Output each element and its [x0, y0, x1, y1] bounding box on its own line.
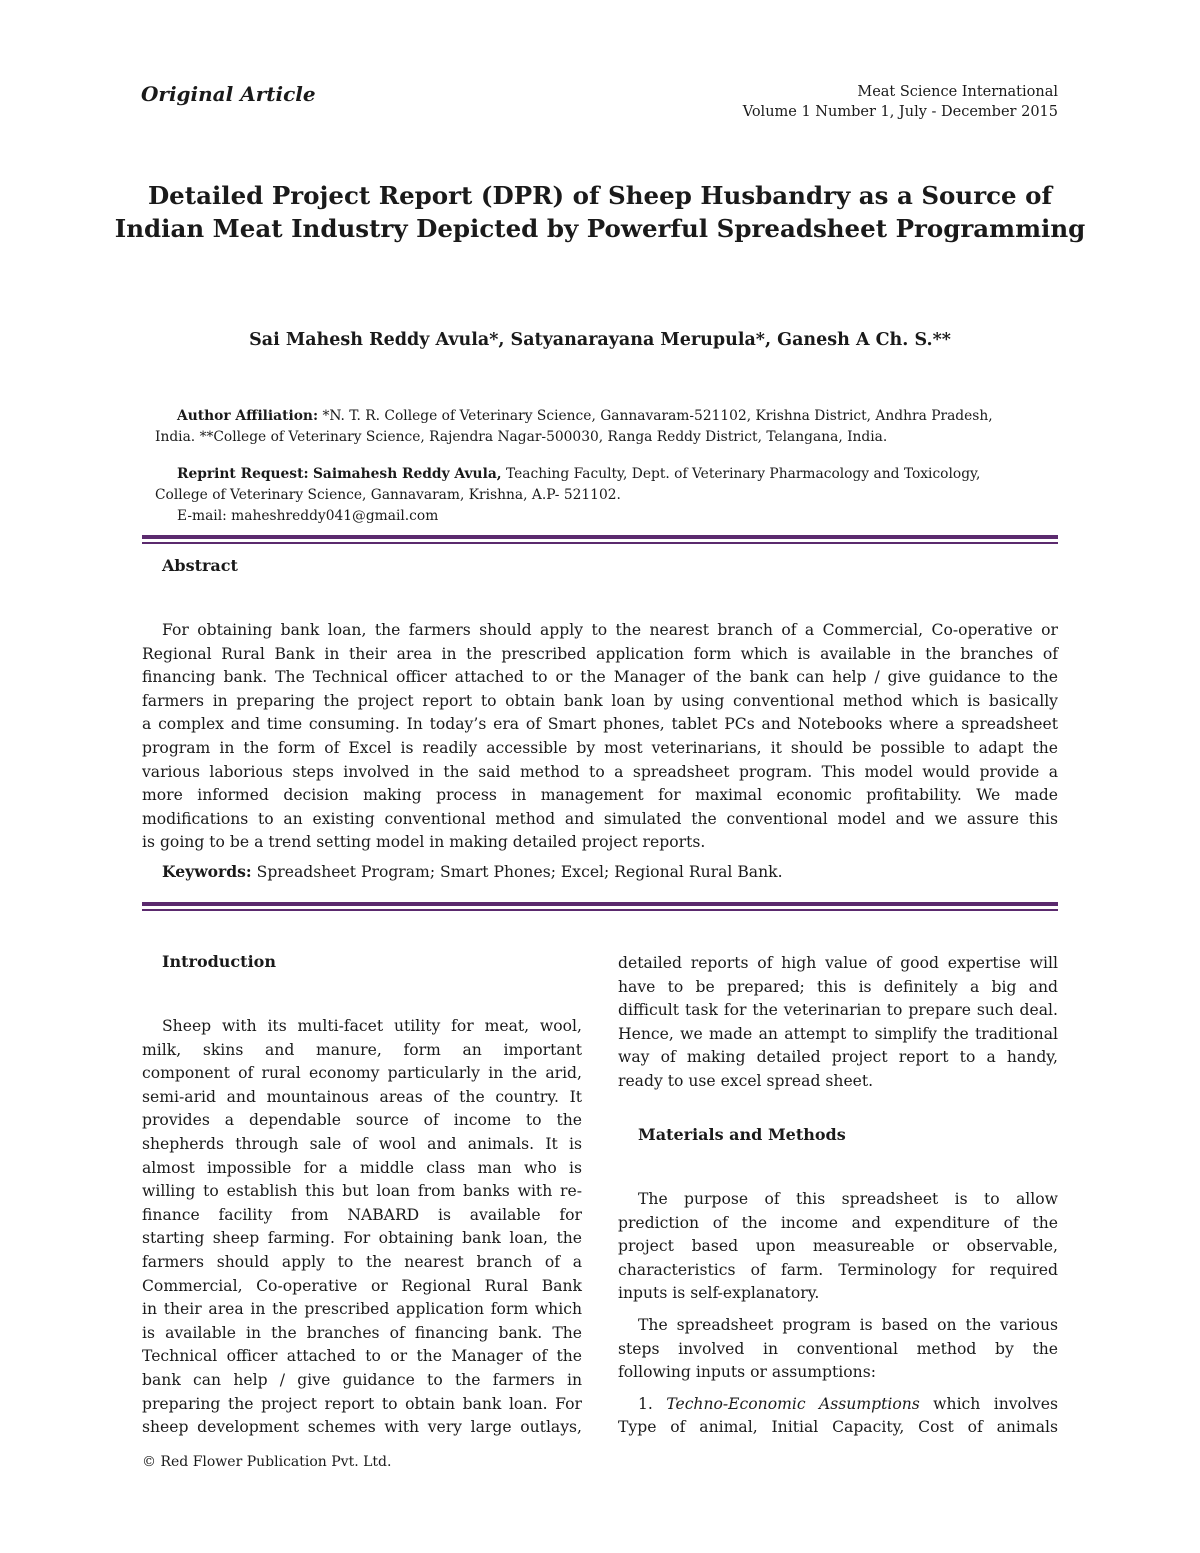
introduction-continued — [618, 952, 1058, 1094]
keywords-label: Keywords: — [162, 862, 252, 881]
reprint-line: College of Veterinary Science, Gannavaram, Krishna, A.P- 521102. — [155, 487, 621, 503]
body-line: shepherds through sale of wool and animals. It is — [142, 1134, 582, 1153]
body-line: component of rural economy particularly in the arid, — [142, 1064, 582, 1083]
abstract-line: various laborious steps involved in the said method to a spreadsheet program. This model would provide a — [142, 762, 1058, 781]
section-divider — [142, 535, 1058, 544]
body-line: sheep development schemes with very large outlays, — [142, 1418, 582, 1437]
title-line: Detailed Project Report (DPR) of Sheep Husbandry as a Source of — [147, 181, 1053, 210]
affiliation-label: Author Affiliation: — [177, 408, 319, 424]
journal-name: Meat Science International — [857, 84, 1058, 100]
body-line: semi-arid and mountainous areas of the country. It — [142, 1087, 582, 1106]
author-affiliation — [155, 406, 1060, 448]
journal-volume: Volume 1 Number 1, July - December 2015 — [742, 104, 1058, 120]
abstract-line: modifications to an existing conventional method and simulated the conventional model and we assure this — [142, 809, 1058, 828]
body-line: farmers should apply to the nearest branch of a — [142, 1252, 582, 1271]
reprint-email: E-mail: maheshreddy041@gmail.com — [177, 508, 439, 524]
body-line: Commercial, Co-operative or Regional Rural Bank — [142, 1276, 582, 1295]
body-line: bank can help / give guidance to the farmers in — [142, 1370, 582, 1389]
body-line: starting sheep farming. For obtaining bank loan, the — [142, 1229, 582, 1248]
abstract-line: program in the form of Excel is readily accessible by most veterinarians, it should be possible to adapt the — [142, 738, 1058, 757]
abstract-line: Regional Rural Bank in their area in the prescribed application form which is available in the branches of — [142, 644, 1058, 663]
affiliation-line: India. **College of Veterinary Science, Rajendra Nagar-500030, Ranga Reddy District, Telangana, India. — [155, 429, 888, 445]
abstract-line: farmers in preparing the project report to obtain bank loan by using conventional method which is basically — [142, 691, 1058, 710]
body-line: milk, skins and manure, form an important — [142, 1040, 582, 1059]
body-line: is available in the branches of financing bank. The — [142, 1323, 582, 1342]
body-line: The purpose of this spreadsheet is to allow — [638, 1190, 1058, 1208]
introduction-heading: Introduction — [162, 952, 276, 971]
abstract-line: For obtaining bank loan, the farmers should apply to the nearest branch of a Commercial, Co-operative or — [162, 621, 1058, 639]
keywords-text: Spreadsheet Program; Smart Phones; Excel; Regional Rural Bank. — [256, 863, 783, 881]
body-line: detailed reports of high value of good expertise will — [618, 954, 1058, 972]
methods-heading: Materials and Methods — [638, 1125, 846, 1144]
list-item-number: 1. — [638, 1394, 653, 1413]
abstract-heading: Abstract — [162, 556, 238, 575]
body-line: in their area in the prescribed application form which — [142, 1300, 582, 1319]
title-line: Indian Meat Industry Depicted by Powerful Spreadsheet Programming — [114, 214, 1086, 243]
body-line: willing to establish this but loan from banks with re- — [142, 1182, 582, 1201]
abstract-line: financing bank. The Technical officer attached to or the Manager of the bank can help / give guidance to the — [142, 668, 1058, 687]
body-line: steps involved in conventional method by the — [618, 1339, 1058, 1358]
body-line: have to be prepared; this is definitely a big and — [618, 977, 1058, 996]
body-line: Sheep with its multi-facet utility for meat, wool, — [162, 1017, 582, 1035]
journal-info — [743, 82, 1058, 122]
body-line: finance facility from NABARD is available for — [142, 1205, 582, 1224]
body-line: Hence, we made an attempt to simplify the traditional — [618, 1024, 1058, 1043]
keywords — [162, 862, 783, 881]
body-line: ready to use excel spread sheet. — [618, 1071, 874, 1090]
abstract-body — [142, 619, 1058, 855]
methods-body — [618, 1188, 1058, 1440]
abstract-line: is going to be a trend setting model in making detailed project reports. — [142, 833, 706, 852]
body-line: The spreadsheet program is based on the various — [638, 1315, 1058, 1334]
body-line: project based upon measureable or observable, — [618, 1237, 1058, 1256]
reprint-name: Saimahesh Reddy Avula, — [312, 466, 502, 482]
body-line: characteristics of farm. Terminology for required — [618, 1260, 1058, 1279]
article-type-label: Original Article — [141, 82, 316, 106]
article-title — [100, 179, 1100, 245]
author-list: Sai Mahesh Reddy Avula*, Satyanarayana Merupula*, Ganesh A Ch. S.** — [249, 330, 951, 350]
introduction-body — [142, 1015, 582, 1440]
abstract-line: a complex and time consuming. In today’s era of Smart phones, tablet PCs and Notebooks where a spreadsheet — [142, 715, 1058, 734]
section-divider — [142, 902, 1058, 911]
list-item-text: which involves — [933, 1394, 1058, 1413]
body-line: preparing the project report to obtain bank loan. For — [142, 1394, 582, 1413]
body-line: way of making detailed project report to a handy, — [618, 1048, 1058, 1067]
affiliation-line: *N. T. R. College of Veterinary Science, Gannavaram-521102, Krishna District, Andhra Pradesh, — [322, 408, 993, 424]
body-line: following inputs or assumptions: — [618, 1363, 876, 1382]
reprint-line: Teaching Faculty, Dept. of Veterinary Pharmacology and Toxicology, — [505, 466, 981, 482]
body-line: almost impossible for a middle class man who is — [142, 1158, 582, 1177]
body-line: Technical officer attached to or the Manager of the — [142, 1347, 582, 1366]
body-line: prediction of the income and expenditure of the — [618, 1213, 1058, 1232]
body-line: provides a dependable source of income to the — [142, 1111, 582, 1130]
copyright-footer: © Red Flower Publication Pvt. Ltd. — [142, 1454, 392, 1470]
list-item-term: Techno-Economic Assumptions — [666, 1394, 920, 1413]
body-line: difficult task for the veterinarian to prepare such deal. — [618, 1001, 1058, 1020]
abstract-line: more informed decision making process in management for maximal economic profitability. We made — [142, 786, 1058, 805]
list-item — [618, 1393, 1058, 1417]
reprint-request — [155, 464, 1060, 527]
body-line: Type of animal, Initial Capacity, Cost of animals — [618, 1418, 1058, 1437]
body-line: inputs is self-explanatory. — [618, 1284, 820, 1303]
reprint-label: Reprint Request: — [177, 466, 309, 482]
